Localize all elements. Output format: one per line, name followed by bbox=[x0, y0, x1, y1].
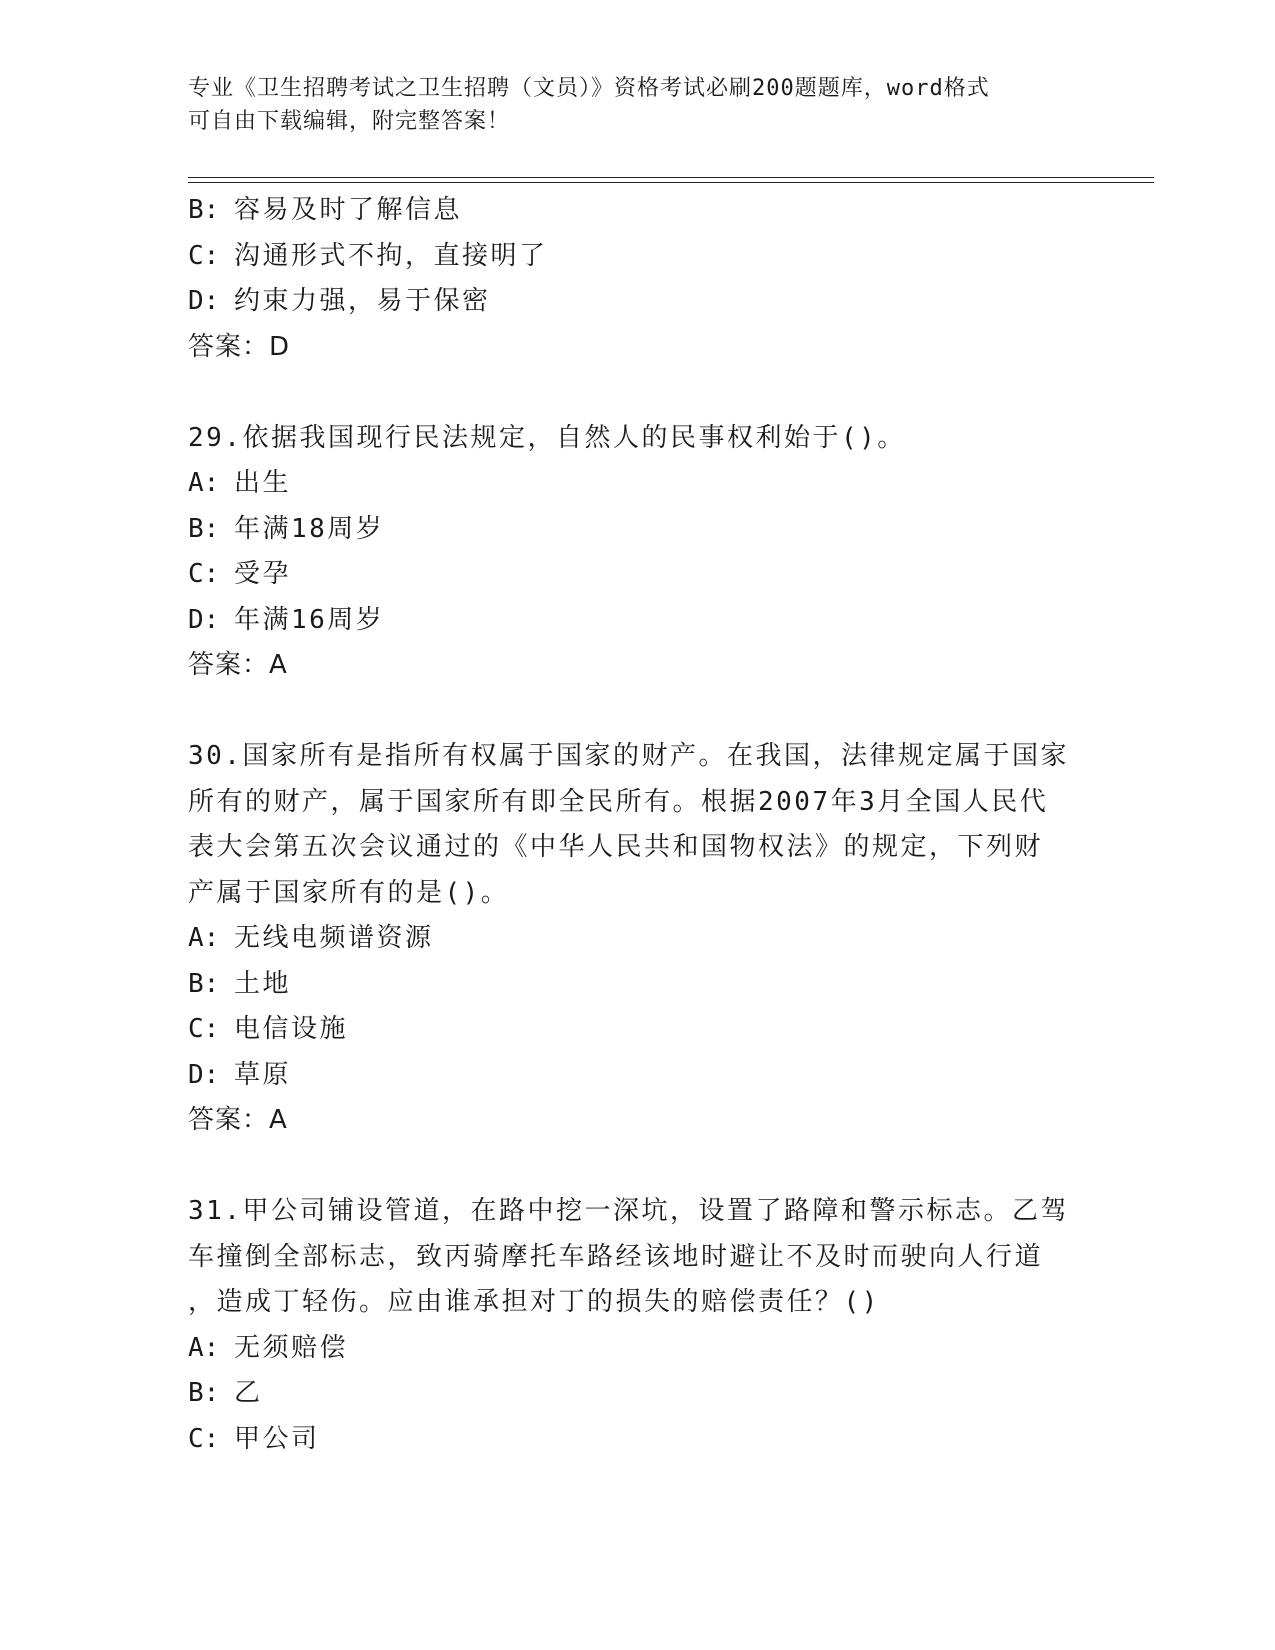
question-stem-line: 31.甲公司铺设管道，在路中挖一深坑，设置了路障和警示标志。乙驾 bbox=[188, 1196, 1069, 1226]
option-letter: D: bbox=[188, 286, 220, 316]
option-text: 无须赔偿 bbox=[234, 1332, 349, 1363]
option-text: 约束力强，易于保密 bbox=[234, 286, 491, 316]
option-a bbox=[188, 916, 1088, 962]
option-text: 电信设施 bbox=[234, 1014, 349, 1044]
spacer bbox=[188, 370, 1088, 416]
option-text: 草原 bbox=[234, 1059, 292, 1090]
option-text: 土地 bbox=[234, 968, 292, 999]
option-d bbox=[188, 598, 1088, 644]
option-b bbox=[188, 507, 1088, 553]
question-30 bbox=[188, 734, 1088, 1144]
option-letter: A: bbox=[188, 923, 220, 953]
option-letter: C: bbox=[188, 1423, 220, 1454]
option-text: 无线电频谱资源 bbox=[234, 923, 434, 953]
option-letter: C: bbox=[188, 240, 220, 271]
option-c bbox=[188, 552, 1088, 598]
option-text: 年满16周岁 bbox=[234, 604, 385, 635]
document-header bbox=[188, 72, 1068, 138]
option-text: 甲公司 bbox=[234, 1423, 320, 1454]
spacer bbox=[188, 1144, 1088, 1190]
option-b bbox=[188, 188, 1088, 234]
option-text: 出生 bbox=[234, 468, 292, 498]
option-d bbox=[188, 279, 1088, 325]
option-c bbox=[188, 1417, 1088, 1463]
answer-line: 答案：D bbox=[188, 331, 291, 362]
header-title-line-2: 可自由下载编辑，附完整答案！ bbox=[188, 109, 511, 134]
question-stem-line: 30.国家所有是指所有权属于国家的财产。在我国，法律规定属于国家 bbox=[188, 741, 1069, 771]
option-text: 沟通形式不拘，直接明了 bbox=[234, 240, 548, 271]
option-c bbox=[188, 234, 1088, 280]
option-letter: B: bbox=[188, 195, 220, 225]
option-a bbox=[188, 1326, 1088, 1372]
question-stem-line: 产属于国家所有的是()。 bbox=[188, 877, 510, 908]
option-letter: D: bbox=[188, 604, 220, 635]
option-text: 年满18周岁 bbox=[234, 513, 385, 544]
header-divider-bottom bbox=[188, 182, 1154, 183]
option-letter: B: bbox=[188, 1378, 220, 1408]
question-content bbox=[188, 188, 1088, 1462]
option-letter: C: bbox=[188, 559, 220, 589]
option-b bbox=[188, 1371, 1088, 1417]
question-stem-line: 车撞倒全部标志，致丙骑摩托车路经该地时避让不及时而驶向人行道 bbox=[188, 1241, 1044, 1272]
option-letter: A: bbox=[188, 468, 220, 498]
question-stem-line: 29.依据我国现行民法规定，自然人的民事权利始于()。 bbox=[188, 422, 906, 453]
option-letter: D: bbox=[188, 1059, 220, 1090]
option-a bbox=[188, 461, 1088, 507]
option-b bbox=[188, 962, 1088, 1008]
option-letter: B: bbox=[188, 513, 220, 544]
option-text: 容易及时了解信息 bbox=[234, 195, 463, 225]
option-text: 受孕 bbox=[234, 559, 292, 589]
question-stem-line: ，造成丁轻伤。应由谁承担对丁的损失的赔偿责任？() bbox=[188, 1287, 880, 1317]
answer-line: 答案：A bbox=[188, 1105, 288, 1135]
spacer bbox=[188, 689, 1088, 735]
option-d bbox=[188, 1053, 1088, 1099]
option-c bbox=[188, 1007, 1088, 1053]
answer-line: 答案：A bbox=[188, 650, 288, 680]
question-31 bbox=[188, 1189, 1088, 1462]
option-text: 乙 bbox=[234, 1378, 263, 1408]
previous-question-block bbox=[188, 188, 1088, 370]
option-letter: B: bbox=[188, 968, 220, 999]
option-letter: A: bbox=[188, 1332, 220, 1363]
question-stem-line: 表大会第五次会议通过的《中华人民共和国物权法》的规定，下列财 bbox=[188, 832, 1044, 862]
question-29 bbox=[188, 416, 1088, 689]
option-letter: C: bbox=[188, 1014, 220, 1044]
question-stem-line: 所有的财产，属于国家所有即全民所有。根据2007年3月全国人民代 bbox=[188, 786, 1049, 817]
header-title-line-1: 专业《卫生招聘考试之卫生招聘（文员）》资格考试必刷200题题库，word格式 bbox=[188, 76, 990, 101]
header-divider-top bbox=[188, 177, 1154, 178]
